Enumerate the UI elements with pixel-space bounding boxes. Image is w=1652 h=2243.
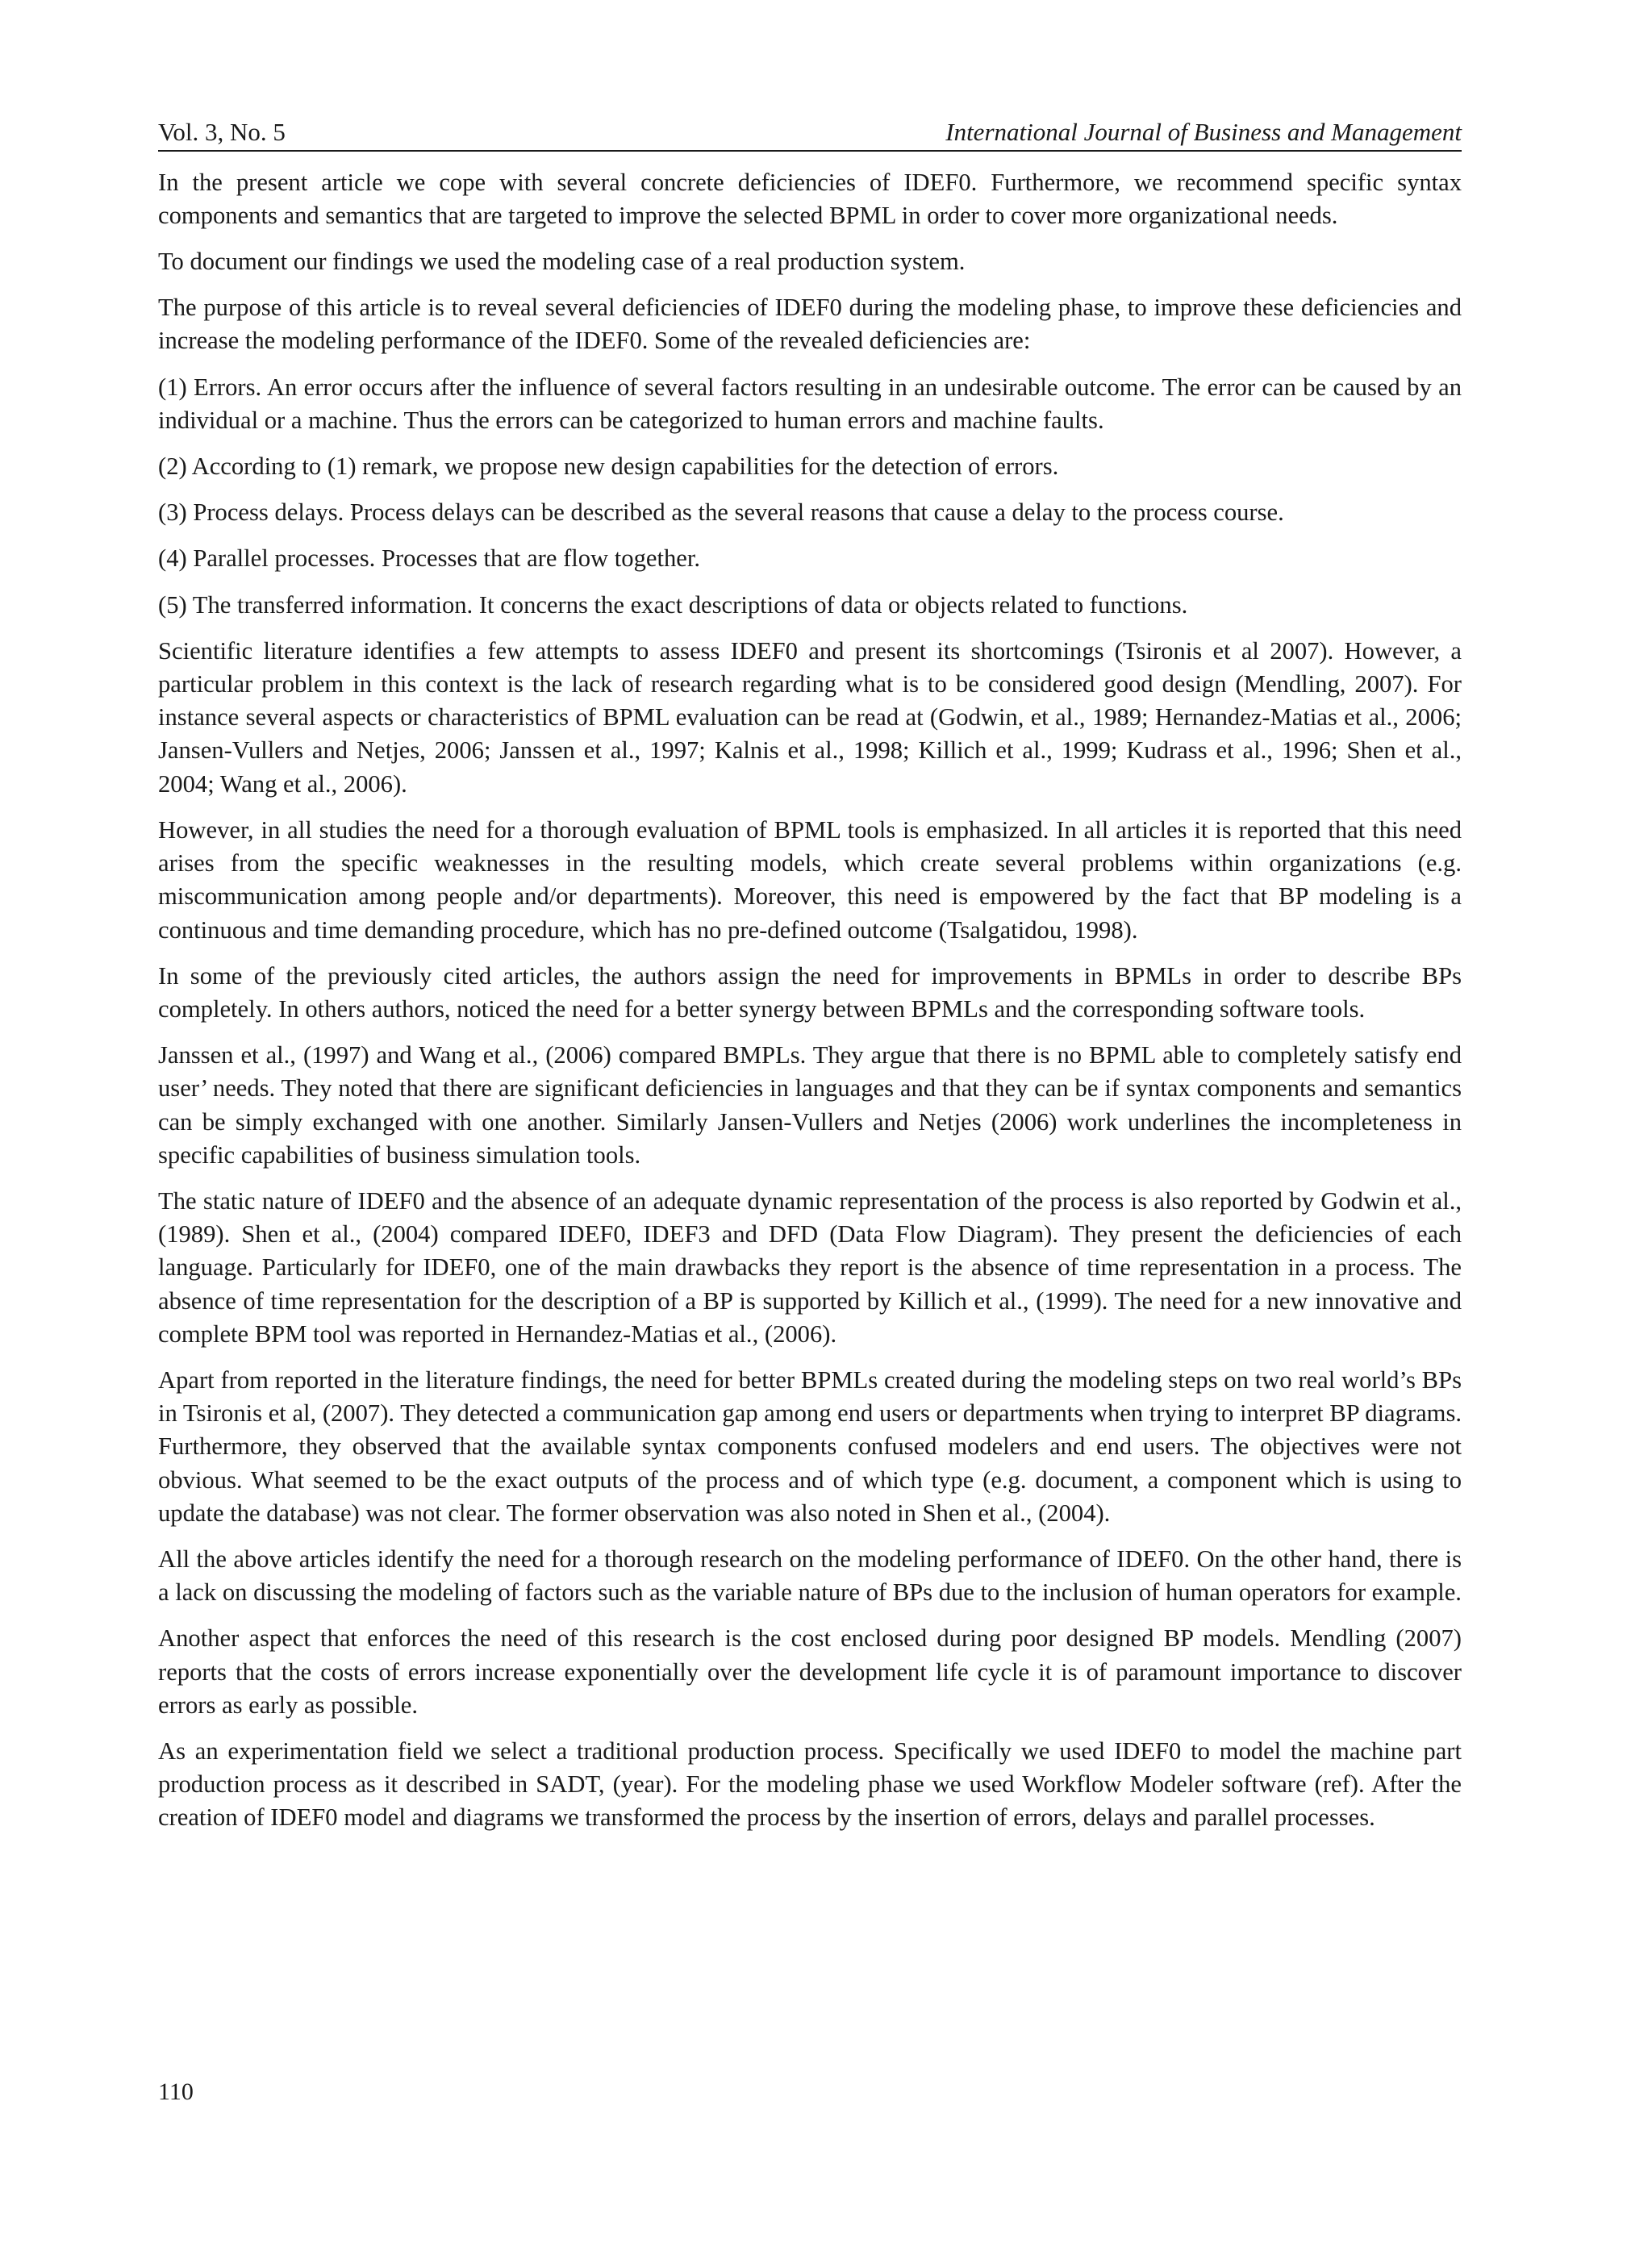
list-item-parallel: (4) Parallel processes. Processes that are flow together.: [158, 544, 700, 573]
paragraph: Scientific literature identifies a few attempts to assess IDEF0 and present its shortcomings (Tsironis et al 2007). However, a particular problem in this context is the lack of research regarding what is to be considered good design (Mendling, 2007). For instance several aspects or characteristics of BPML evaluation can be read at (Godwin, et al., 1989; Hernandez-Matias et al., 2006; Jansen-Vullers and Netjes, 2006; Janssen et al., 1997; Kalnis et al., 1998; Killich et al., 1999; Kudrass et al., 1996; Shen et al., 2004; Wang et al., 2006).: [158, 636, 1462, 798]
page: [158, 118, 1462, 1848]
paragraph: Another aspect that enforces the need of this research is the cost enclosed during poor designed BP models. Mendling (2007) reports that the costs of errors increase exponentially over the development life cycle it is of paramount importance to discover errors as early as possible.: [158, 1624, 1462, 1719]
list-item-errors: (1) Errors. An error occurs after the influence of several factors resulting in an undesirable outcome. The error can be caused by an individual or a machine. Thus the errors can be categorized to human errors and machine faults.: [158, 373, 1462, 434]
paragraph: The static nature of IDEF0 and the absence of an adequate dynamic representation of the process is also reported by Godwin et al., (1989). Shen et al., (2004) compared IDEF0, IDEF3 and DFD (Data Flow Diagram). They present the deficiencies of each language. Particularly for IDEF0, one of the main drawbacks they report is the absence of time representation in a process. The absence of time representation for the description of a BP is supported by Killich et al., (1999). The need for a new innovative and complete BPM tool was reported in Hernandez-Matias et al., (2006).: [158, 1186, 1462, 1348]
paragraph: However, in all studies the need for a thorough evaluation of BPML tools is emphasized. In all articles it is reported that this need arises from the specific weaknesses in the resulting models, which create several problems within organizations (e.g. miscommunication among people and/or departments). Moreover, this need is empowered by the fact that BP modeling is a continuous and time demanding procedure, which has no pre-defined outcome (Tsalgatidou, 1998).: [158, 815, 1462, 944]
paragraph: In the present article we cope with several concrete deficiencies of IDEF0. Furthermore, we recommend specific syntax components and semantics that are targeted to improve the selected BPML in order to cover more organizational needs.: [158, 168, 1462, 229]
volume-label: Vol. 3, No. 5: [158, 118, 286, 146]
list-item-detection: (2) According to (1) remark, we propose new design capabilities for the detection of errors.: [158, 452, 1059, 481]
page-number: 110: [158, 2078, 194, 2105]
paragraph: All the above articles identify the need for a thorough research on the modeling performance of IDEF0. On the other hand, there is a lack on discussing the modeling of factors such as the variable nature of BPs due to the inclusion of human operators for example.: [158, 1545, 1462, 1607]
paragraph: To document our findings we used the modeling case of a real production system.: [158, 248, 966, 276]
paragraph: Janssen et al., (1997) and Wang et al., (2006) compared BMPLs. They argue that there is no BPML able to completely satisfy end user’ needs. They noted that there are significant deficiencies in languages and that they can be if syntax components and semantics can be simply exchanged with one another. Similarly Jansen-Vullers and Netjes (2006) work underlines the incompleteness in specific capabilities of business simulation tools.: [158, 1041, 1462, 1169]
running-header: [158, 118, 1462, 152]
journal-title: International Journal of Business and Management: [945, 118, 1462, 146]
list-item-delays: (3) Process delays. Process delays can be described as the several reasons that cause a delay to the process course.: [158, 498, 1284, 527]
paragraph: Apart from reported in the literature findings, the need for better BPMLs created during the modeling steps on two real world’s BPs in Tsironis et al, (2007). They detected a communication gap among end users or departments when trying to interpret BP diagrams. Furthermore, they observed that the available syntax components confused modelers and end users. The objectives were not obvious. What seemed to be the exact outputs of the process and of which type (e.g. document, a component which is using to update the database) was not clear. The former observation was also noted in Shen et al., (2004).: [158, 1365, 1462, 1527]
paragraph: In some of the previously cited articles, the authors assign the need for improvements in BPMLs in order to describe BPs completely. In others authors, noticed the need for a better synergy between BPMLs and the corresponding software tools.: [158, 961, 1462, 1023]
paragraph: As an experimentation field we select a traditional production process. Specifically we used IDEF0 to model the machine part production process as it described in SADT, (year). For the modeling phase we used Workflow Modeler software (ref). After the creation of IDEF0 model and diagrams we transformed the process by the insertion of errors, delays and parallel processes.: [158, 1736, 1462, 1832]
list-item-information: (5) The transferred information. It concerns the exact descriptions of data or objects related to functions.: [158, 590, 1188, 619]
article-body: [158, 166, 1462, 1835]
paragraph: The purpose of this article is to reveal several deficiencies of IDEF0 during the modeling phase, to improve these deficiencies and increase the modeling performance of the IDEF0. Some of the revealed deficiencies are:: [158, 294, 1462, 355]
